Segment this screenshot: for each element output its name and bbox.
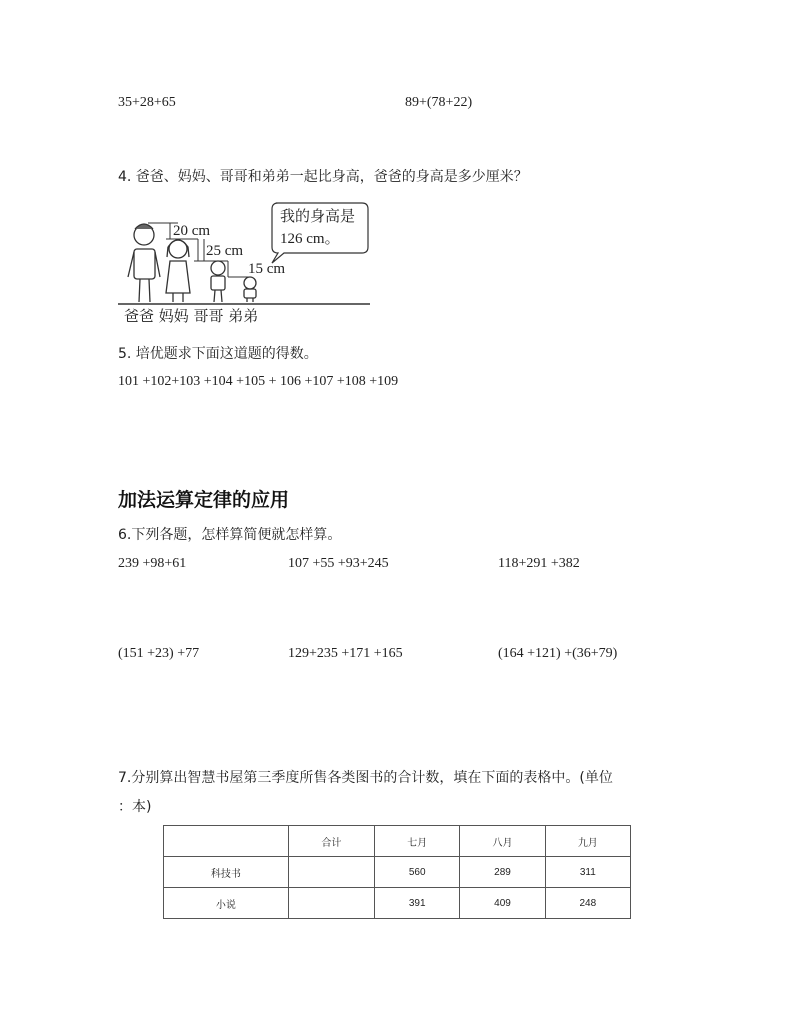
q6-question-text: 6.下列各题，怎样算简便就怎样算。 [118, 527, 342, 543]
q6-row2-expr-a: (151 +23) +77 [118, 646, 200, 661]
q6-row1-expr-a: 239 +98+61 [118, 556, 187, 571]
q3-expression-a: 35+28+65 [118, 95, 176, 110]
total-blank-cell[interactable] [288, 888, 374, 919]
table-cell: 560 [375, 857, 460, 888]
q7-question-text-line1: 7.分别算出智慧书屋第三季度所售各类图书的合计数，填在下面的表格中。(单位 [118, 770, 613, 786]
q6-row1-expr-b: 107 +55 +93+245 [288, 556, 389, 571]
table-cell: 391 [375, 888, 460, 919]
q5-expression: 101 +102+103 +104 +105 + 106 +107 +108 +109 [118, 374, 399, 389]
speech-bubble-line-2: 126 cm。 [280, 231, 340, 247]
table-header-total: 合计 [288, 826, 374, 857]
q7-question-text-line2: ：本) [118, 799, 152, 815]
table-row [164, 857, 631, 888]
brother-figure [211, 261, 225, 302]
table-row [164, 888, 631, 919]
row-label-novels: 小说 [164, 888, 289, 919]
table-header-september: 九月 [545, 826, 630, 857]
table-header-row [164, 826, 631, 857]
figure-names-label: 爸爸 妈妈 哥哥 弟弟 [124, 307, 259, 325]
table-header-cell [164, 826, 289, 857]
table-cell: 248 [545, 888, 630, 919]
total-blank-cell[interactable] [288, 857, 374, 888]
q5-question-text: 5. 培优题求下面这道题的得数。 [118, 346, 318, 362]
q6-row2-expr-c: (164 +121) +(36+79) [498, 646, 618, 661]
table-header-july: 七月 [375, 826, 460, 857]
table-cell: 289 [460, 857, 545, 888]
mother-figure [166, 240, 190, 302]
q6-row2-expr-b: 129+235 +171 +165 [288, 646, 403, 661]
table-header-august: 八月 [460, 826, 545, 857]
speech-bubble-line-1: 我的身高是 [280, 207, 356, 225]
younger-brother-figure [244, 277, 256, 302]
height-diff-1-label: 20 cm [173, 223, 211, 239]
q4-question-text: 4. 爸爸、妈妈、哥哥和弟弟一起比身高，爸爸的身高是多少厘米？ [118, 169, 528, 185]
section-title: 加法运算定律的应用 [118, 489, 290, 511]
height-comparison-figure [118, 197, 370, 327]
height-diff-3-label: 15 cm [248, 261, 286, 277]
height-diff-2-label: 25 cm [206, 243, 244, 259]
table-cell: 409 [460, 888, 545, 919]
q3-expression-b: 89+(78+22) [405, 95, 473, 110]
father-figure [128, 224, 160, 302]
book-sales-table [163, 825, 631, 919]
row-label-science-books: 科技书 [164, 857, 289, 888]
table-cell: 311 [545, 857, 630, 888]
q6-row1-expr-c: 118+291 +382 [498, 556, 580, 571]
